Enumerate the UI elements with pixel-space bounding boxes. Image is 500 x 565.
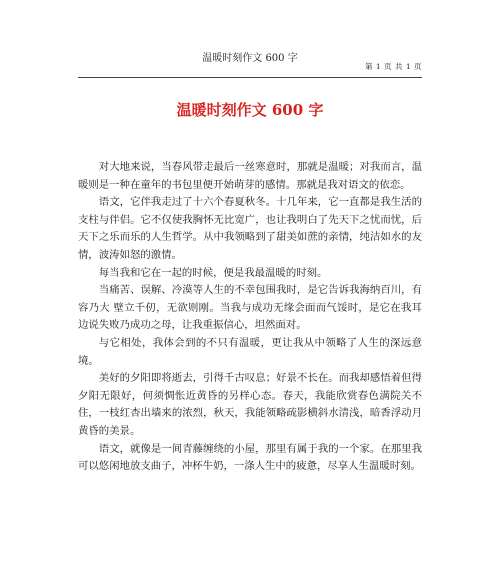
paragraph: 美好的夕阳即将逝去，引得千古叹息；好景不长在。而我却感悟着但得夕阳无限好，何须惆怅近黄昏的另样心态。春天，我能欣赏春色满院关不住，一枝红杏出墙来的浓烈，秋天，我能领略疏影横斜水清浅，暗香浮动月黄昏的美景。 [78, 372, 422, 437]
paragraph: 当痛苦、误解、冷漠等人生的不幸包围我时，是它告诉我海纳百川，有容乃大 壁立千仞，无欲则刚。当我与成功无缘会面而气馁时，是它在我耳边说失败乃成功之母，让我重振信心，坦然面对。 [78, 284, 422, 332]
header-divider [78, 77, 422, 78]
paragraph: 与它相处，我体会到的不只有温暖，更让我从中领略了人生的深远意境。 [78, 336, 422, 367]
header-title: 温暖时刻作文 600 字 [202, 53, 298, 64]
paragraph: 对大地来说，当春风带走最后一丝寒意时，那就是温暖；对我而言，温暖则是一种在童年的书包里便开始萌芽的感情。那就是我对语文的依恋。 [78, 161, 422, 191]
paragraph: 每当我和它在一起的时候，便是我最温暖的时刻。 [98, 266, 328, 279]
document-title: 温暖时刻作文 600 字 [176, 101, 324, 119]
paragraph: 语文，它伴我走过了十六个春夏秋冬。十几年来，它一直都是我生活的支柱与伴侣。它不仅使我胸怀无比宽广，也让我明白了先天下之忧而忧，后天下之乐而乐的人生哲学。从中我领略到了甜美如蔗的亲情，纯洁如水的友情，波涛如怒的激情。 [78, 196, 422, 261]
paragraph: 语文，就像是一间青藤缠绕的小屋，那里有属于我的一个家。在那里我可以悠闲地放支曲子，冲杯牛奶，一涤人生中的疲惫，尽享人生温暖时刻。 [78, 442, 422, 473]
page-indicator: 第 1 页 共 1 页 [365, 62, 422, 71]
document-body [78, 159, 422, 476]
